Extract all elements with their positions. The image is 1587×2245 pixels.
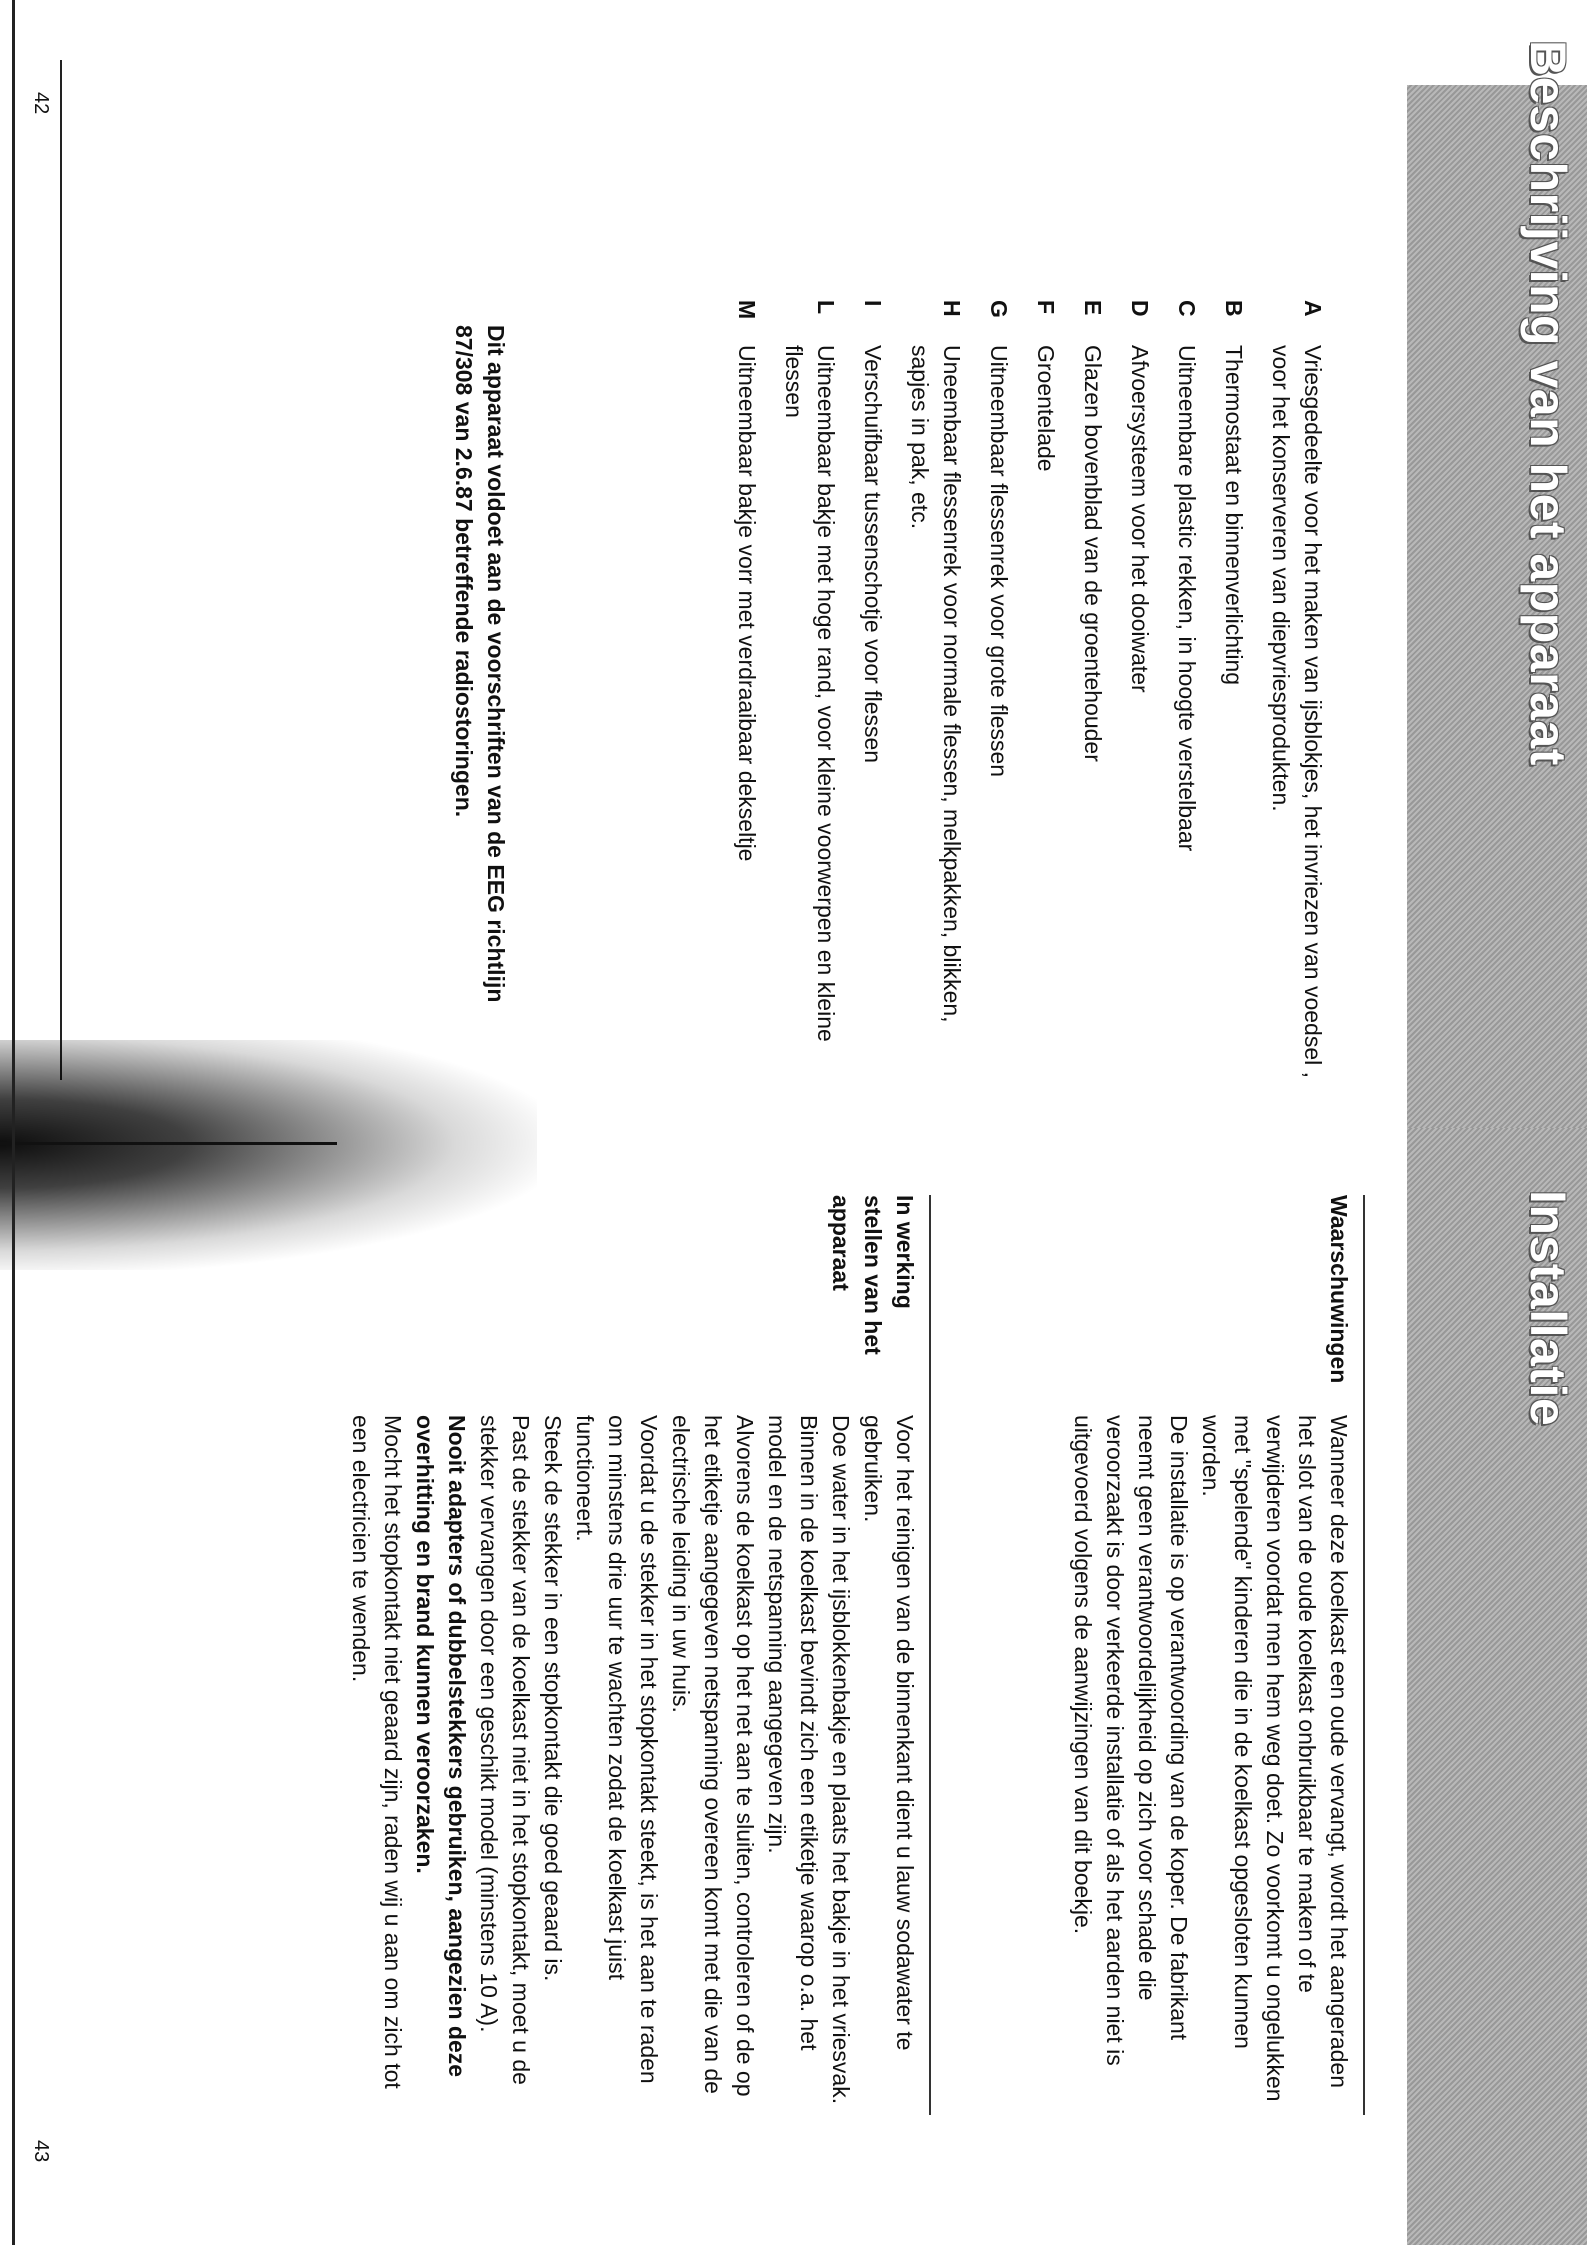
paragraph: Alvorens de koelkast op het net aan te sluiten, controleren of de op het etiketje aangegeven netspanning overeen komt met die van de electrische leiding in uw huis. — [668, 1415, 758, 2097]
paragraph: Wanneer deze koelkast een oude vervangt, wordt het aangeraden het slot van de oude koelkast onbruikbaar te maken of te verwijderen voordat men hem weg doet. Zo voorkomt u ongelukken met "spelende" kinderen die in de koelkast opgesloten kunnen worden. — [1198, 1415, 1352, 2102]
paragraph: Voordat u de stekker in het stopkontakt steekt, is het aan te raden om minstens drie uur te wachten zodat de koelkast juist functioneert. — [572, 1415, 662, 2084]
legend-item — [983, 300, 1015, 1090]
legend-item — [1077, 300, 1109, 1090]
legend-item — [731, 300, 763, 1090]
legend-item — [1124, 300, 1156, 1090]
legend-item — [857, 300, 889, 1090]
legend-text: Uitneembaar flessenrek voor grote flessen — [986, 345, 1012, 778]
legend-item — [1171, 300, 1203, 1090]
legend-letter: B — [1221, 300, 1247, 317]
paragraph: Mocht het stopkontakt niet geaard zijn, raden wij u aan om zich tot een electricien te wenden. — [348, 1415, 406, 2089]
legend-letter: A — [1300, 300, 1326, 317]
paragraph: Binnen in de koelkast bevindt zich een etiketje waarop o.a. het model en de netspanning aangegeven zijn. — [764, 1415, 822, 2051]
legend-text: Thermostaat en binnenverlichting — [1221, 345, 1247, 686]
legend-letter: D — [1127, 300, 1153, 317]
page-number-left: 42 — [30, 92, 52, 115]
section-heading-warnings: Waarschuwingen — [1326, 1195, 1352, 1384]
legend-text: Uitneembaar bakje met hoge rand, voor kleine voorwerpen en kleine flessen — [781, 345, 839, 1042]
legend-letter: C — [1174, 300, 1200, 317]
legend-item — [1218, 300, 1250, 1090]
paragraph: Past de stekker van de koelkast niet in het stopkontakt, moet u de stekker vervangen door een geschikt model (minstens 10 A). — [476, 1415, 534, 2085]
scan-edge-line — [12, 0, 15, 2245]
legend-text: Uneembaar flessenrek voor normale flessen, melkpakken, blikken, sapjes in pak, etc. — [907, 345, 965, 1023]
left-page-bottom-rule — [60, 60, 62, 1080]
compliance-statement: Dit apparaat voldoet aan de voorschriften van de EEG richtlijn 87/308 van 2.6.87 betreffende radiostoringen. — [451, 325, 509, 1003]
legend-item — [1030, 300, 1062, 1090]
legend-item — [1265, 300, 1329, 1090]
legend-text: Verschuifbaar tussenschotje voor flessen — [860, 345, 886, 764]
binding-shadow — [0, 1040, 537, 1270]
legend-letter: F — [1033, 300, 1059, 315]
legend-letter: I — [860, 300, 886, 307]
legend-letter: E — [1080, 300, 1106, 316]
gutter-line — [0, 1142, 337, 1145]
paragraph: De installatie is op verantwoording van de koper. De fabrikant neemt geen verantwoordelijkheid op zich voor schade die veroorzaakt is door verkeerde installatie of als het aarden niet is uitgevoerd volgens de aanwijzingen van dit boekje. — [1070, 1415, 1192, 2066]
legend-letter: G — [986, 300, 1012, 318]
paragraph: Doe water in het ijsblokkenbakje en plaats het bakje in het vriesvak. — [828, 1415, 854, 2105]
legend-letter: H — [939, 300, 965, 317]
legend-letter: L — [813, 300, 839, 315]
legend-text: Glazen bovenblad van de groentehouder — [1080, 345, 1106, 762]
legend-text: Uitneembaar bakje vorr met verdraaibaar dekseltje — [734, 345, 760, 862]
page-title-left: Beschrijving van het apparaat — [1520, 40, 1576, 766]
section-heading-startup: In werking stellen van het apparaat — [828, 1195, 918, 1355]
section-rule-startup — [929, 1195, 931, 2115]
legend-item — [778, 300, 842, 1090]
legend-item — [904, 300, 968, 1090]
paragraph: Steek de stekker in een stopkontakt die goed geaard is. — [540, 1415, 566, 1982]
legend-text: Vriesgedeelte voor het maken van ijsblokjes, het invriezen van voedsel , voor het konserveren van diepvriesprodukten. — [1268, 345, 1326, 1079]
paragraph: Voor het reinigen van de binnenkant dient u lauw sodawater te gebruiken. — [860, 1415, 918, 2051]
page-number-right: 43 — [30, 2140, 52, 2163]
section-rule-warnings — [1363, 1195, 1365, 2115]
legend-text: Uitneembare plastic rekken, in hoogte verstelbaar — [1174, 345, 1200, 852]
legend-text: Groentelade — [1033, 345, 1059, 472]
section-body-startup — [345, 1415, 921, 2105]
legend-text: Afvoersysteem voor het dooiwater — [1127, 345, 1153, 693]
warning-paragraph: Nooit adapters of dubbelstekkers gebruiken, aangezien deze overhitting en brand kunnen veroorzaken. — [412, 1415, 470, 2078]
parts-legend — [716, 300, 1329, 1090]
legend-letter: M — [734, 300, 760, 320]
section-body-warnings — [1067, 1415, 1355, 2105]
page-title-right: Installatie — [1520, 1190, 1576, 1427]
